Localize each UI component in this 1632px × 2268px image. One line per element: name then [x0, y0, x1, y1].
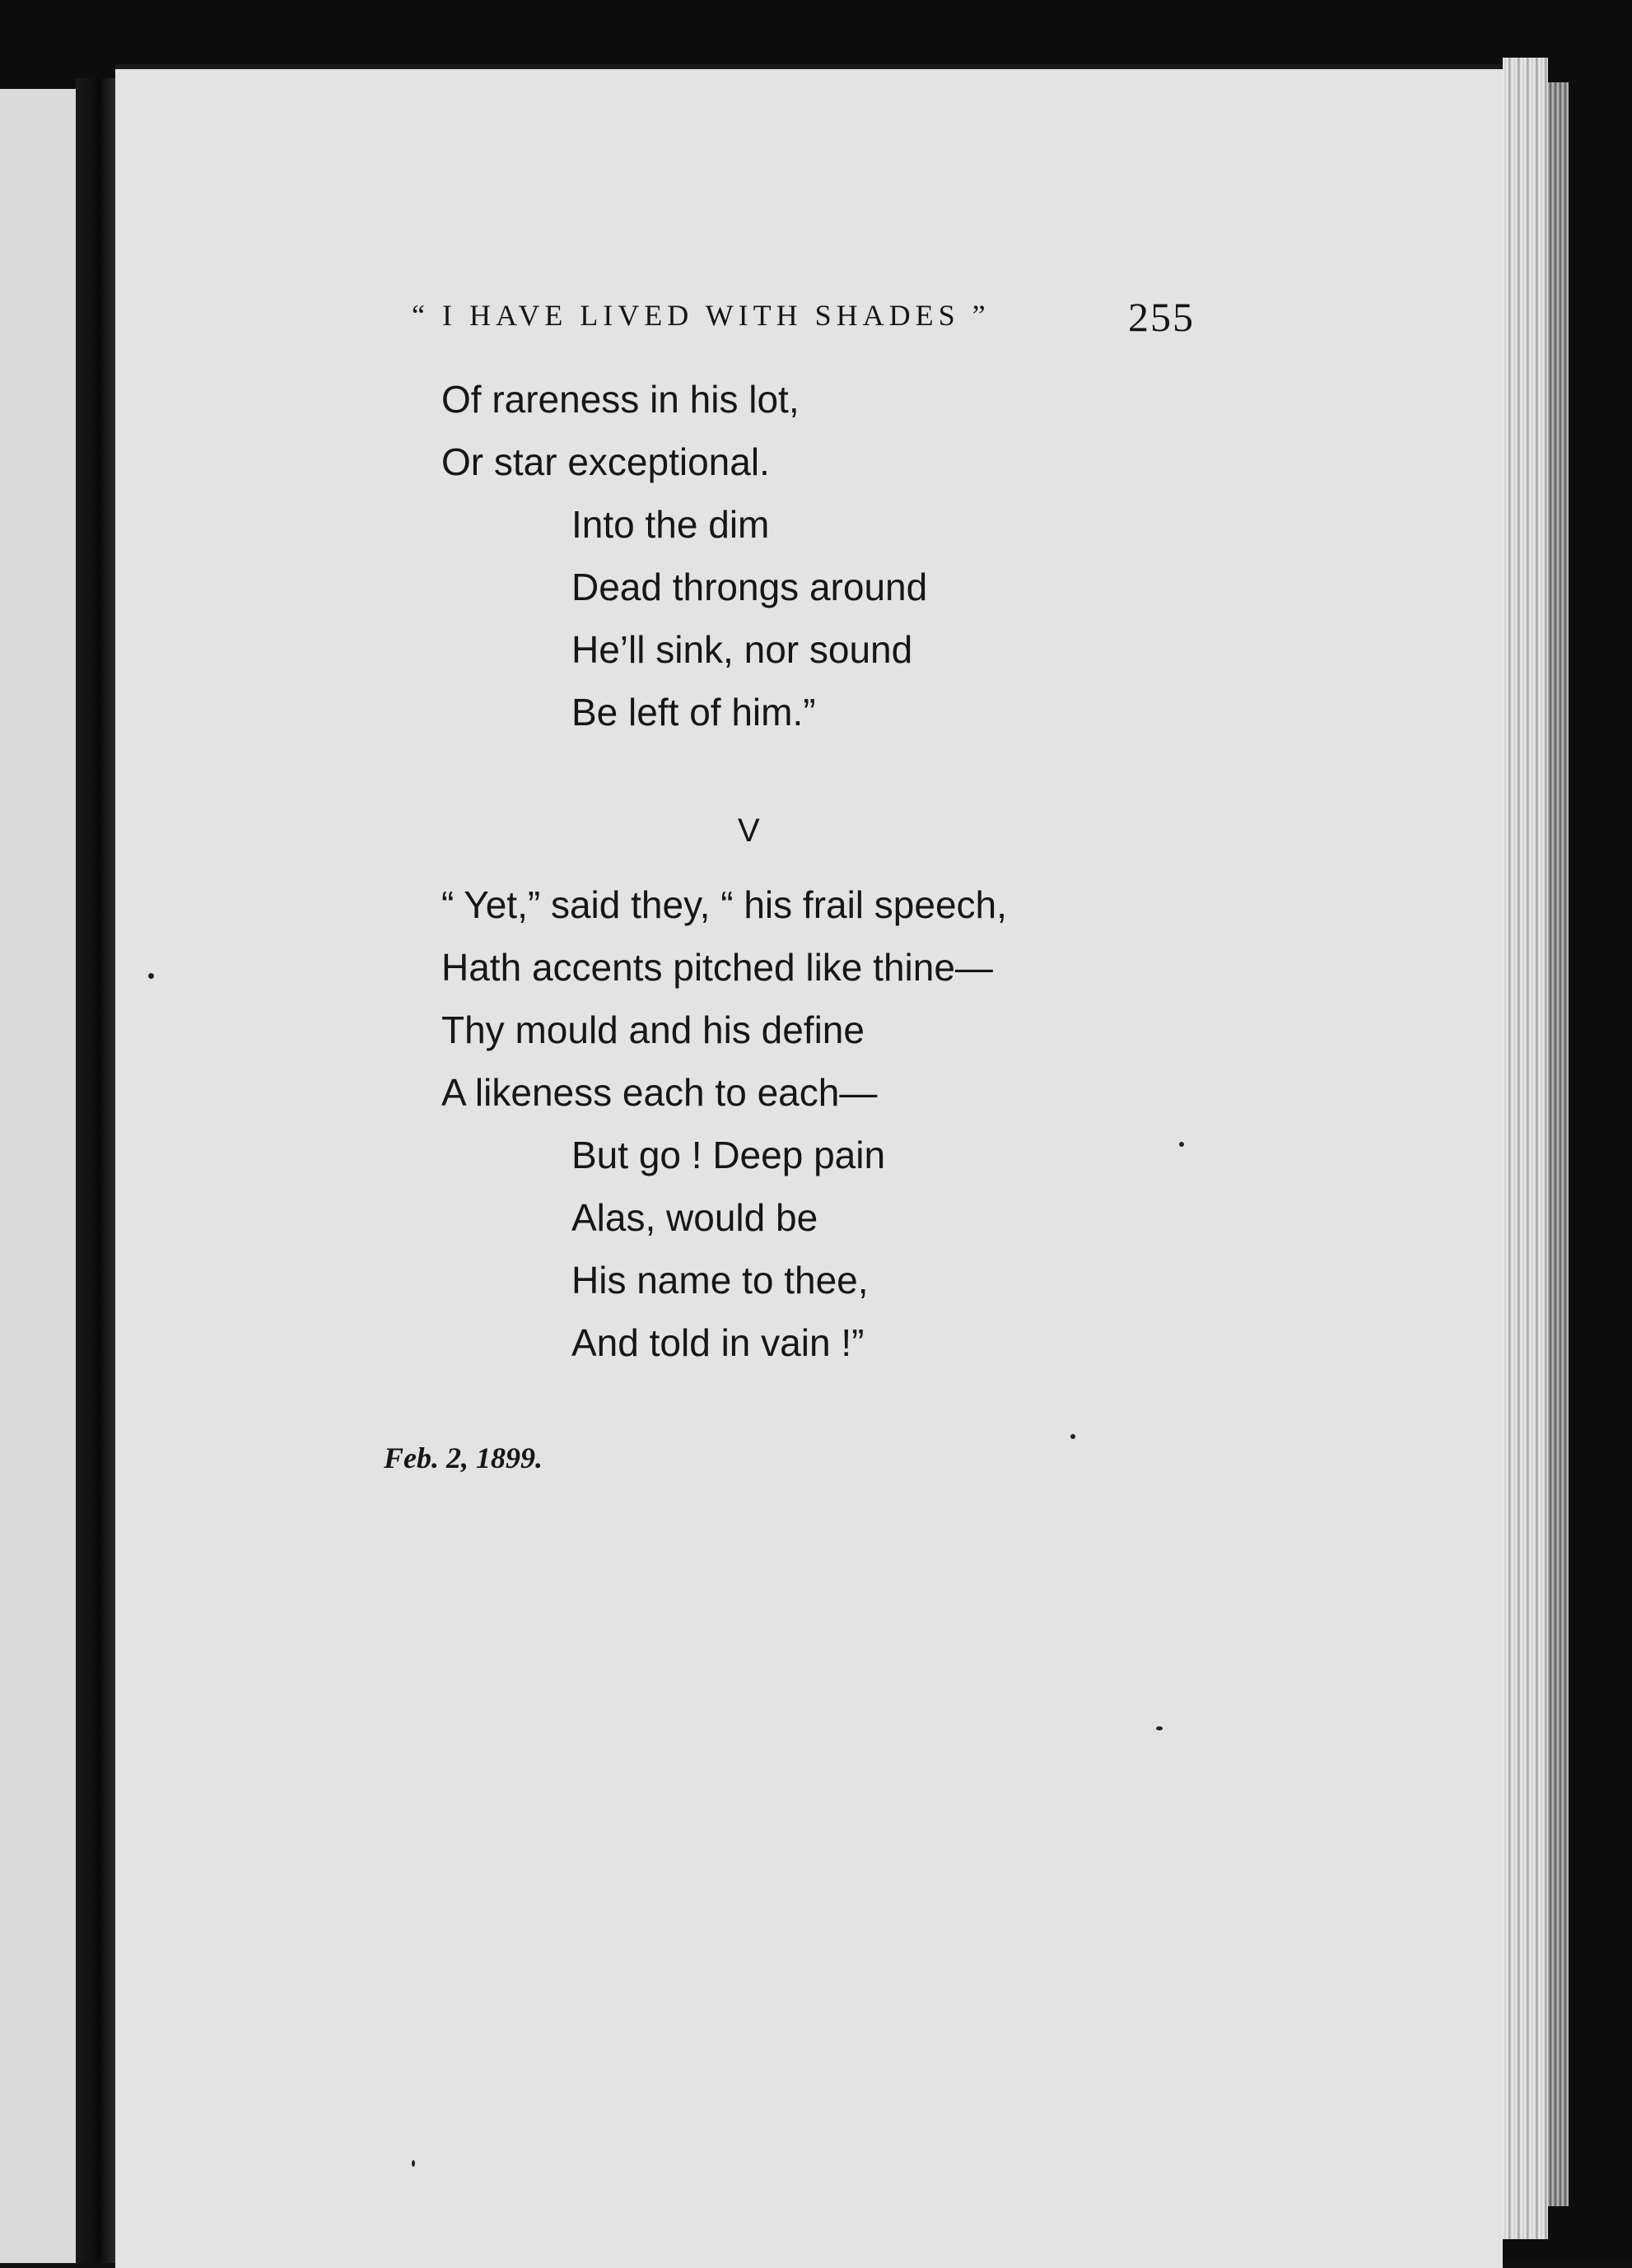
- poem-line: And told in vain !”: [571, 1321, 865, 1364]
- page-number: 255: [1128, 294, 1195, 340]
- section-number: V: [738, 813, 760, 849]
- poem-line: “ Yet,” said they, “ his frail speech,: [441, 883, 1007, 926]
- page-stack-shadow: [1548, 82, 1569, 2206]
- book-spine: [76, 78, 115, 2263]
- poem-line: Be left of him.”: [571, 691, 816, 733]
- poem-line: But go ! Deep pain: [571, 1134, 886, 1176]
- poem-line: A likeness each to each—: [441, 1071, 878, 1114]
- poem-line: He’ll sink, nor sound: [571, 628, 913, 671]
- scan-speck: [148, 973, 154, 979]
- poem-line: Of rareness in his lot,: [441, 378, 800, 421]
- left-page-edge: [0, 89, 76, 2263]
- poem-date: Feb. 2, 1899.: [384, 1441, 543, 1474]
- scan-speck: [412, 2160, 415, 2167]
- poem-line: Into the dim: [571, 503, 770, 546]
- poem-line: His name to thee,: [571, 1259, 869, 1302]
- page-stack-edge: [1503, 58, 1548, 2239]
- scan-speck: [1156, 1726, 1163, 1730]
- running-title: “ I HAVE LIVED WITH SHADES ”: [412, 299, 991, 332]
- running-head: [412, 294, 1195, 347]
- scan-speck: [1179, 1142, 1184, 1147]
- poem-line: Hath accents pitched like thine—: [441, 946, 993, 989]
- poem-line: Alas, would be: [571, 1196, 818, 1239]
- poem-line: Or star exceptional.: [441, 440, 770, 483]
- poem-line: Thy mould and his define: [441, 1008, 865, 1051]
- poem-line: Dead throngs around: [571, 566, 928, 608]
- scan-speck: [1070, 1434, 1075, 1439]
